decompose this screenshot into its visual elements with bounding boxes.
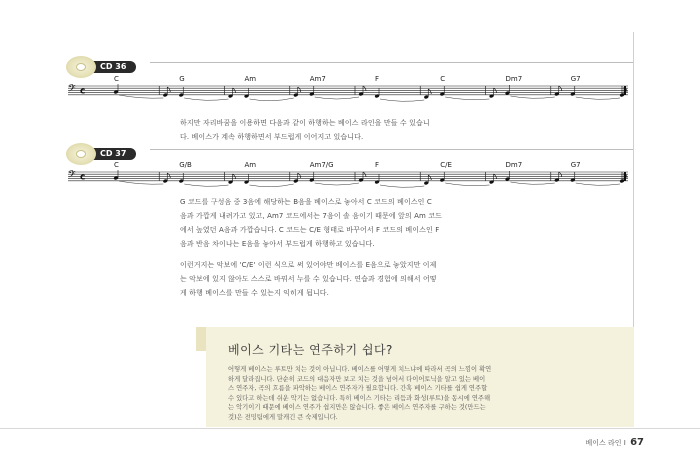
note-flag <box>167 87 170 92</box>
tie <box>119 181 163 184</box>
paragraph-line: 다. 베이스가 계속 하행하면서 부드럽게 이어지고 있습니다. <box>180 133 364 141</box>
chord-symbol: G7 <box>570 161 581 169</box>
tie <box>184 184 228 186</box>
note-flag <box>298 87 301 92</box>
chord-symbol: Am <box>244 161 257 169</box>
time-signature: c <box>80 86 86 97</box>
tie <box>380 185 424 187</box>
tie <box>445 183 489 186</box>
chord-symbol: G/B <box>179 161 192 169</box>
cd-label: CD 36 <box>92 61 136 73</box>
chord-symbol: G <box>179 75 185 83</box>
info-box-body <box>228 365 608 422</box>
chord-symbol: Am7 <box>309 75 326 83</box>
info-box-line: 는 악기이기 때문에 베이스 연주가 쉽지만은 않습니다. 좋은 베이스 연주자를 구하는 것(만드는 <box>228 404 486 411</box>
info-box-line: 어떻게 베이스는 루트만 치는 것이 아닙니다. 베이스를 어떻게 치느냐에 따라서 곡의 느낌이 확연 <box>228 366 492 373</box>
chord-symbol: C <box>114 161 119 169</box>
note-flag <box>298 173 301 178</box>
cd-label: CD 37 <box>92 148 136 160</box>
tie <box>315 183 359 185</box>
tie <box>119 95 163 98</box>
chord-symbol: G7 <box>570 75 581 83</box>
bass-staff-1 <box>68 74 634 110</box>
paragraph-line: 에서 높였던 A음과 가깝습니다. C 코드는 C/E 형태로 바꾸어서 F 코드의 베이스인 F <box>180 226 440 234</box>
tie <box>511 182 555 184</box>
tie <box>576 97 620 99</box>
folio-label: 베이스 라인 I <box>585 439 626 447</box>
info-box-title: 베이스 기타는 연주하기 쉽다? <box>228 343 393 357</box>
paragraph-line: 이런거지는 악보에 'C/E' 이런 식으로 써 있어야만 베이스를 E음으로 놓았지만 이제 <box>180 261 437 269</box>
chord-symbol: F <box>375 75 380 83</box>
page-footer-rule <box>0 428 700 429</box>
tie <box>250 184 294 187</box>
info-box-line: 스 연주자, 곡의 흐름을 파악하는 베이스 연주자가 필요합니다. 간혹 베이스 기타를 쉽게 연주할 <box>228 385 488 392</box>
tie <box>576 183 620 185</box>
chord-symbol: Dm7 <box>505 161 523 169</box>
info-box-line: 수 있다고 하는데 쉬운 악기는 없습니다. 특히 베이스 기타는 리듬과 화성(루트)을 동시에 연주해 <box>228 394 491 402</box>
chord-symbol: C <box>114 75 119 83</box>
cd-rule <box>150 62 633 63</box>
chord-symbol: C/E <box>440 161 452 169</box>
bass-clef-icon: 𝄢 <box>68 168 76 183</box>
bass-clef-icon: 𝄢 <box>68 82 76 97</box>
paragraph-line: 는 악보에 있지 않아도 스스로 바꿔서 누를 수 있습니다. 연습과 경험에 의해서 어떻 <box>180 275 437 283</box>
tie <box>184 98 228 100</box>
page-folio <box>586 437 644 448</box>
paragraph-2 <box>180 195 600 251</box>
chord-symbol: Am7/G <box>309 161 334 169</box>
info-box-line: 것)은 전밍팀에게 말캐긴 큰 숙제입니다. <box>228 413 338 421</box>
tie <box>315 97 359 99</box>
paragraph-1 <box>180 116 600 144</box>
time-signature: c <box>80 172 86 183</box>
paragraph-line: 음과 가깝게 내려가고 있고, Am7 코드에서는 7음이 솔 음이기 때문에 앞의 Am 코드 <box>180 212 442 220</box>
info-box-line: 하게 달라집니다. 단순히 코드의 대음자만 보고 치는 것을 넘어서 다이어토닉을 알고 있는 베이 <box>228 375 486 383</box>
note-flag <box>428 175 431 180</box>
paragraph-line: G 코드를 구성음 중 3음에 해당하는 B음을 베이스로 놓아서 C 코드의 베이스인 C <box>180 198 432 206</box>
tie <box>380 99 424 101</box>
chord-symbol: Dm7 <box>505 75 523 83</box>
page-number: 67 <box>630 437 644 448</box>
note-flag <box>167 173 170 178</box>
tie <box>250 98 294 101</box>
paragraph-line: 게 하행 베이스를 만들 수 있는지 익히게 됩니다. <box>180 289 329 297</box>
chord-symbol: C <box>440 75 446 83</box>
paragraph-3 <box>180 258 600 300</box>
chord-symbol: F <box>375 161 380 169</box>
note-flag <box>428 89 431 94</box>
chord-symbol: Am <box>244 75 257 83</box>
cd-rule <box>150 149 633 150</box>
tie <box>511 96 555 98</box>
paragraph-line: 하지만 자리바꿈을 이용하면 다음과 같이 하행하는 베이스 라인을 만들 수 있습니 <box>180 119 430 127</box>
tie <box>445 97 489 100</box>
paragraph-line: 음과 반음 차이나는 E음을 놓아서 부드럽게 하행하고 있습니다. <box>180 240 375 248</box>
bass-staff-2 <box>68 160 634 196</box>
